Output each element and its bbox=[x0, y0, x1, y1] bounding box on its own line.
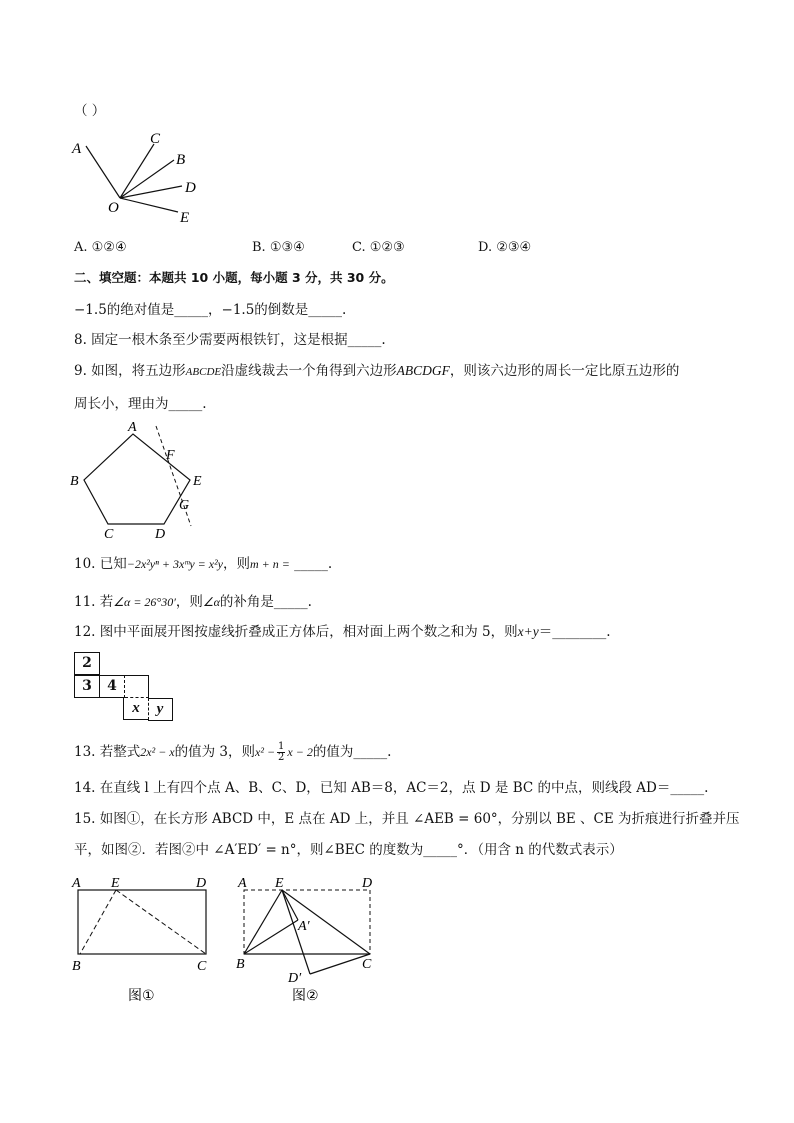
question-10: 10. 已知−2x²yⁿ + 3xᵐy = x²y，则m + n = _____. bbox=[74, 556, 333, 572]
option-a[interactable]: A. ①②④ bbox=[74, 240, 127, 255]
net-cell-4: 4 bbox=[100, 675, 125, 698]
label-E: E bbox=[111, 876, 120, 891]
question-12: 12. 图中平面展开图按虚线折叠成正方体后，相对面上两个数之和为 5，则x+y＝________. bbox=[74, 624, 611, 640]
label-A-prime: A′ bbox=[298, 919, 310, 934]
question-13: 13. 若整式2x² − x的值为 3，则x² − $\frac{1}{2}$ x − 2的值为_____. bbox=[74, 741, 392, 763]
question-8: 8. 固定一根木条至少需要两根铁钉，这是根据_____. bbox=[74, 332, 386, 348]
label-G: G bbox=[179, 498, 190, 513]
question-9-line1: 9. 如图，将五边形ABCDE沿虚线裁去一个角得到六边形ABCDGF，则该六边形的周长一定比原五边形的 bbox=[74, 363, 680, 379]
rectangle-figure-1 bbox=[66, 872, 226, 1006]
label-A: A bbox=[128, 420, 137, 435]
label-B: B bbox=[72, 959, 81, 974]
label-B: B bbox=[70, 474, 79, 489]
label-D: D bbox=[362, 876, 373, 891]
label-E: E bbox=[275, 876, 284, 891]
net-cell-2: 2 bbox=[74, 652, 100, 675]
label-D: D bbox=[185, 180, 196, 196]
pentagon-figure bbox=[66, 418, 216, 544]
net-cell-3: 3 bbox=[74, 675, 100, 698]
q6-paren: （ ） bbox=[74, 103, 106, 119]
option-d[interactable]: D. ②③④ bbox=[478, 240, 532, 255]
label-B: B bbox=[176, 152, 186, 168]
question-14: 14. 在直线 l 上有四个点 A、B、C、D，已知 AB＝8，AC＝2，点 D 是 BC 的中点，则线段 AD＝_____. bbox=[74, 780, 709, 796]
net-cell-x: x bbox=[123, 698, 149, 720]
question-7: −1.5的绝对值是_____，−1.5的倒数是_____. bbox=[74, 302, 347, 318]
option-c[interactable]: C. ①②③ bbox=[352, 240, 405, 255]
option-b[interactable]: B. ①③④ bbox=[252, 240, 305, 255]
label-D-prime: D′ bbox=[288, 971, 302, 986]
question-15-line1: 15. 如图①，在长方形 ABCD 中，E 点在 AD 上，并且 ∠AEB = 60°，分别以 BE 、CE 为折痕进行折叠并压 bbox=[74, 811, 740, 827]
label-A: A bbox=[72, 141, 82, 157]
label-D: D bbox=[155, 527, 166, 542]
caption-fig2: 图② bbox=[292, 988, 319, 1004]
label-C: C bbox=[104, 527, 114, 542]
section-title: 二、填空题：本题共 10 小题，每小题 3 分，共 30 分。 bbox=[74, 270, 394, 285]
label-C: C bbox=[362, 957, 372, 972]
label-D: D bbox=[196, 876, 207, 891]
label-E: E bbox=[193, 474, 202, 489]
label-A: A bbox=[238, 876, 247, 891]
question-11: 11. 若∠α = 26°30′，则∠α的补角是_____. bbox=[74, 594, 312, 610]
caption-fig1: 图① bbox=[128, 988, 155, 1004]
label-F: F bbox=[166, 448, 175, 463]
label-C: C bbox=[150, 131, 161, 147]
label-E: E bbox=[180, 210, 190, 226]
net-cell-y: y bbox=[148, 698, 173, 721]
label-B: B bbox=[236, 957, 245, 972]
label-A: A bbox=[72, 876, 81, 891]
question-9-line2: 周长小，理由为_____. bbox=[74, 396, 207, 412]
label-C: C bbox=[197, 959, 207, 974]
q6-angle-figure bbox=[66, 128, 206, 228]
net-cell-blank bbox=[125, 675, 149, 698]
cube-net-figure bbox=[74, 652, 174, 722]
rectangle-figure-2 bbox=[232, 872, 392, 1006]
question-15-line2: 平，如图②．若图②中 ∠A′ED′ = n°，则∠BEC 的度数为_____°．（用含 n 的代数式表示） bbox=[74, 842, 623, 858]
label-O: O bbox=[108, 200, 119, 216]
